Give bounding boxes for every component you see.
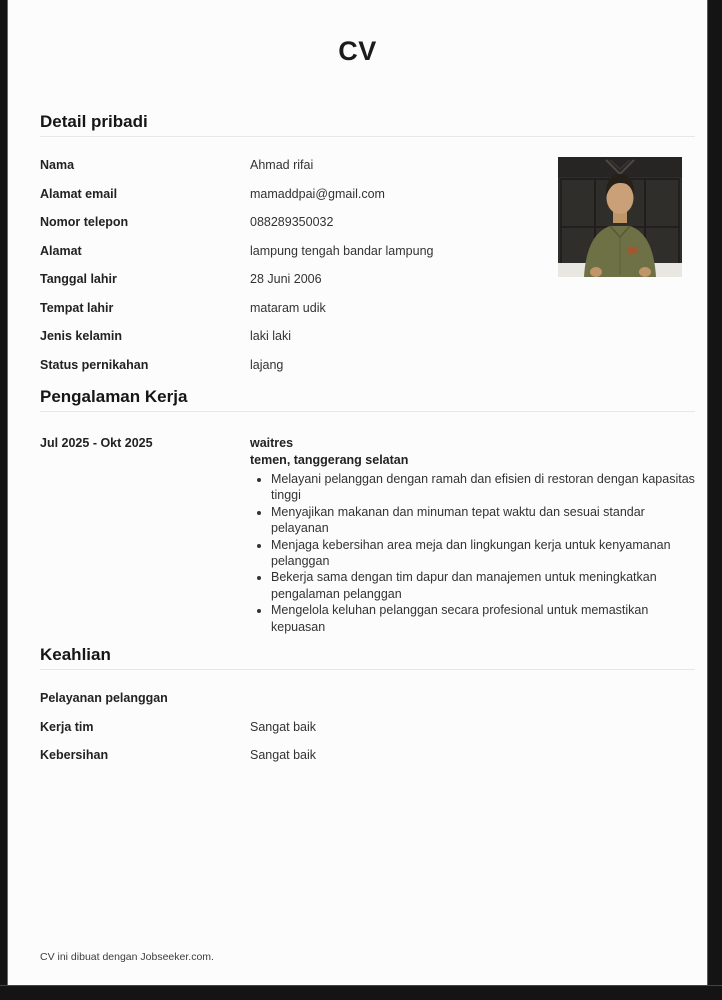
- field-label: Nomor telepon: [40, 215, 129, 229]
- experience-bullet-list: [250, 471, 695, 635]
- row-kerja-tim: [40, 721, 695, 734]
- row-jenis-kelamin: [40, 330, 695, 343]
- skill-label: Pelayanan pelanggan: [40, 691, 168, 706]
- profile-photo: [558, 157, 682, 277]
- skills-list: [40, 692, 695, 762]
- personal-details-heading: Detail pribadi: [40, 112, 695, 137]
- field-value: mamaddpai@gmail.com: [250, 186, 385, 201]
- experience-bullet: • Menjaga kebersihan area meja dan lingkungan kerja untuk kenyamanan pelanggan: [271, 537, 695, 570]
- row-tempat-lahir: [40, 302, 695, 315]
- row-pelayanan-pelanggan: [40, 692, 695, 705]
- skill-value: [250, 692, 695, 705]
- row-status-pernikahan: [40, 359, 695, 372]
- field-label: Alamat: [40, 243, 82, 258]
- skill-label: Kerja tim: [40, 719, 94, 734]
- field-value: lampung tengah bandar lampung: [250, 243, 434, 258]
- page-title: CV: [338, 36, 377, 66]
- skills-heading: Keahlian: [40, 645, 695, 670]
- experience-bullet: • Bekerja sama dengan tim dapur dan manajemen untuk meningkatkan pengalaman pelanggan: [271, 569, 695, 602]
- experience-entry: [40, 435, 695, 635]
- section-work-experience: [40, 387, 695, 635]
- experience-company: temen, tanggerang selatan: [250, 453, 409, 467]
- section-skills: [40, 645, 695, 762]
- field-value: 088289350032: [250, 215, 334, 229]
- profile-photo-image: [558, 157, 682, 277]
- field-label: Tempat lahir: [40, 300, 114, 315]
- experience-bullet: • Mengelola keluhan pelanggan secara profesional untuk memastikan kepuasan: [271, 602, 695, 635]
- cv-document-page: [8, 0, 707, 985]
- dark-frame-bottom: [0, 985, 722, 1000]
- field-label: Nama: [40, 158, 75, 172]
- field-label: Jenis kelamin: [40, 329, 122, 343]
- field-value: laki laki: [250, 329, 291, 343]
- skill-value: Sangat baik: [250, 748, 317, 763]
- field-label: Tanggal lahir: [40, 272, 117, 286]
- dark-frame-left: [0, 0, 8, 1000]
- experience-bullet: • Melayani pelanggan dengan ramah dan efisien di restoran dengan kapasitas tinggi: [271, 471, 695, 504]
- field-value: mataram udik: [250, 300, 326, 315]
- experience-bullet: • Menyajikan makanan dan minuman tepat waktu dan sesuai standar pelayanan: [271, 504, 695, 537]
- section-personal-details: [40, 112, 695, 371]
- skill-label: Kebersihan: [40, 748, 109, 763]
- field-label: Status pernikahan: [40, 357, 149, 372]
- field-value: lajang: [250, 357, 284, 372]
- experience-period: Jul 2025 - Okt 2025: [40, 436, 153, 450]
- footer-attribution: CV ini dibuat dengan Jobseeker.com.: [40, 951, 214, 963]
- field-label: Alamat email: [40, 186, 118, 201]
- skill-value: Sangat baik: [250, 719, 317, 734]
- dark-frame-right: [707, 0, 722, 1000]
- row-kebersihan: [40, 749, 695, 762]
- work-experience-heading: Pengalaman Kerja: [40, 387, 695, 412]
- experience-job-title: waitres: [250, 436, 294, 450]
- field-value: Ahmad rifai: [250, 158, 314, 172]
- experience-detail: [250, 435, 695, 635]
- field-value: 28 Juni 2006: [250, 272, 322, 286]
